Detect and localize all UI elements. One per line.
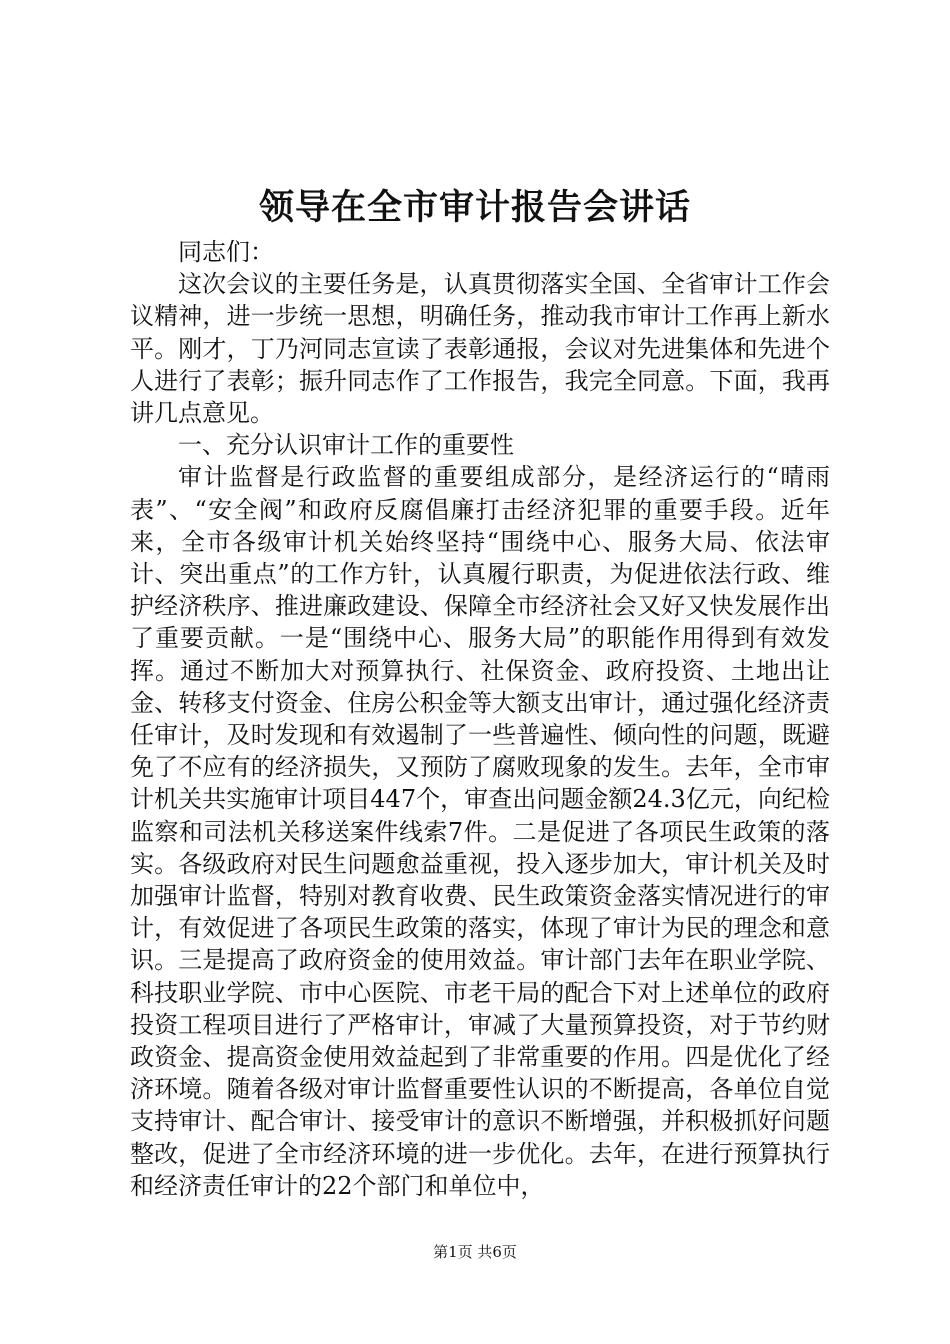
page-footer: 第1页 共6页 [433,1243,517,1261]
salutation: 同志们： [178,238,274,266]
document-body [130,236,830,1202]
document-title: 领导在全市审计报告会讲话 [258,187,691,228]
paragraph-intro: 这次会议的主要任务是，认真贯彻落实全国、全省审计工作会议精神，进一步统一思想，明确任务，推动我市审计工作再上新水平。刚才，丁乃河同志宣读了表彰通报，会议对先进集体和先进个人进行了表彰；振升同志作了工作报告，我完全同意。下面，我再讲几点意见。 [130,270,830,428]
section-heading-1: 一、充分认识审计工作的重要性 [178,431,514,460]
paragraph-audit-importance: 审计监督是行政监督的重要组成部分，是经济运行的“晴雨表”、“安全阀”和政府反腐倡廉打击经济犯罪的重要手段。近年来，全市各级审计机关始终坚持“围绕中心、服务大局、依法审计、突出重点”的工作方针，认真履行职责，为促进依法行政、维护经济秩序、推进廉政建设、保障全市经济社会又好又快发展作出了重要贡献。一是“围绕中心、服务大局”的职能作用得到有效发挥。通过不断加大对预算执行、社保资金、政府投资、土地出让金、转移支付资金、住房公积金等大额支出审计，通过强化经济责任审计，及时发现和有效遏制了一些普遍性、倾向性的问题，既避免了不应有的经济损失，又预防了腐败现象的发生。去年，全市审计机关共实施审计项目447个，审查出问题金额24.3亿元，向纪检监察和司法机关移送案件线索7件。二是促进了各项民生政策的落实。各级政府对民生问题愈益重视，投入逐步加大，审计机关及时加强审计监督，特别对教育收费、民生政策资金落实情况进行的审计，有效促进了各项民生政策的落实，体现了审计为民的理念和意识。三是提高了政府资金的使用效益。审计部门去年在职业学院、科技职业学院、市中心医院、市老干局的配合下对上述单位的政府投资工程项目进行了严格审计，审减了大量预算投资，对于节约财政资金、提高资金使用效益起到了非常重要的作用。四是优化了经济环境。随着各级对审计监督重要性认识的不断提高，各单位自觉支持审计、配合审计、接受审计的意识不断增强，并积极抓好问题整改，促进了全市经济环境的进一步优化。去年，在进行预算执行和经济责任审计的22个部门和单位中， [130,463,830,1200]
